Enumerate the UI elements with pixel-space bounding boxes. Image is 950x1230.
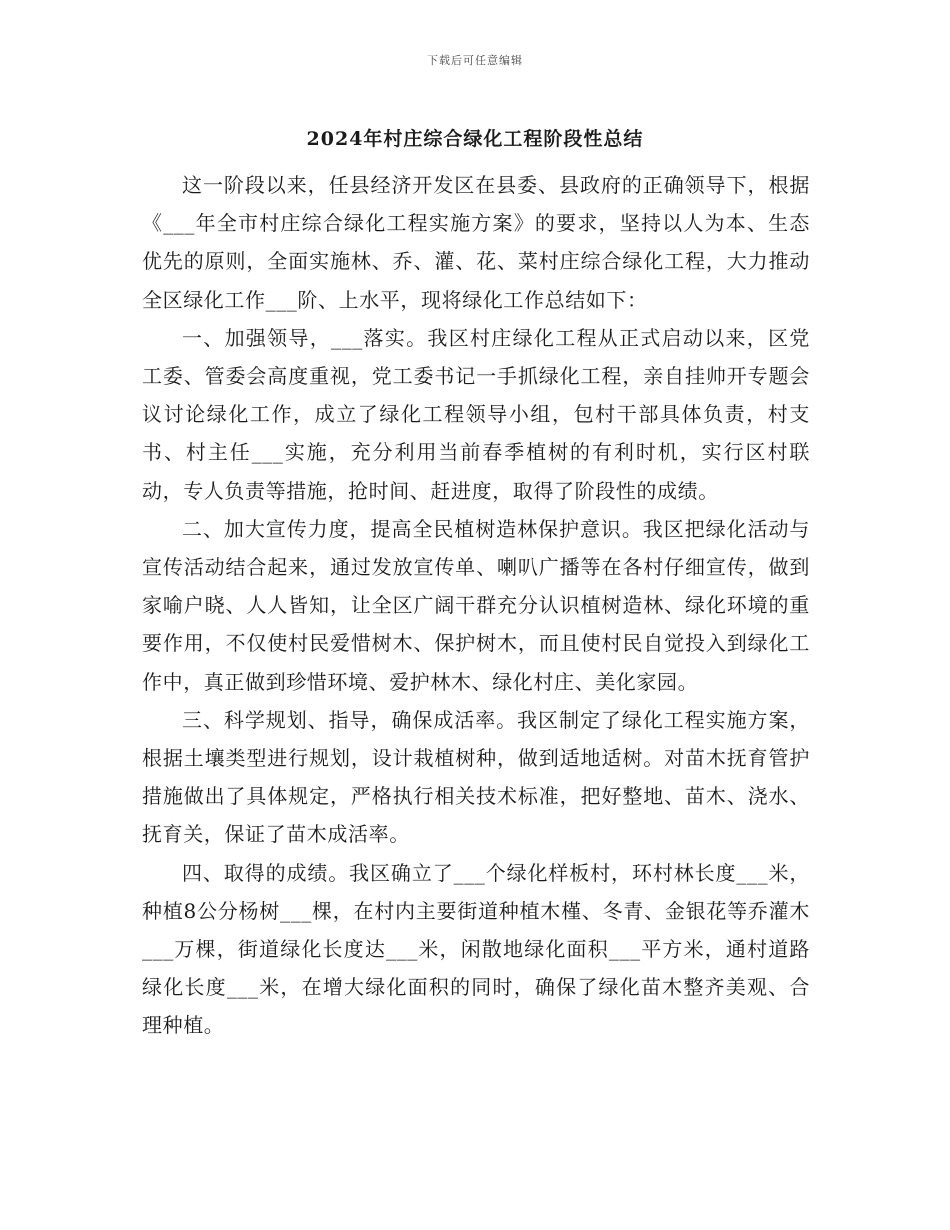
paragraph-intro: 这一阶段以来，任县经济开发区在县委、县政府的正确领导下，根据《___年全市村庄综合绿化工程实施方案》的要求，坚持以人为本、生态优先的原则，全面实施林、乔、灌、花、菜村庄综合绿化工程，大力推动全区绿化工作___阶、上水平，现将绿化工作总结如下：: [142, 173, 810, 312]
document-title: 2024年村庄综合绿化工程阶段性总结: [306, 128, 644, 150]
paragraph-achievements: 四、取得的成绩。我区确立了___个绿化样板村，环村林长度___米，种植8公分杨树___棵，在村内主要街道种植木槿、冬青、金银花等乔灌木___万棵，街道绿化长度达___米，闲散地绿化面积___平方米，通村道路绿化长度___米，在增大绿化面积的同时，确保了绿化苗木整齐美观、合理种植。: [142, 860, 810, 1038]
page-header-note: 下载后可任意编辑: [427, 54, 523, 67]
paragraph-publicity: 二、加大宣传力度，提高全民植树造林保护意识。我区把绿化活动与宣传活动结合起来，通过发放宣传单、喇叭广播等在各村仔细宣传，做到家喻户晓、人人皆知，让全区广阔干群充分认识植树造林、绿化环境的重要作用，不仅使村民爱惜树木、保护树木，而且使村民自觉投入到绿化工作中，真正做到珍惜环境、爱护林木、绿化村庄、美化家园。: [142, 516, 810, 694]
paragraph-planning: 三、科学规划、指导，确保成活率。我区制定了绿化工程实施方案，根据土壤类型进行规划，设计栽植树种，做到适地适树。对苗木抚育管护措施做出了具体规定，严格执行相关技术标准，把好整地、苗木、浇水、抚育关，保证了苗木成活率。: [142, 707, 810, 847]
document-body: [142, 166, 810, 1045]
paragraph-leadership: 一、加强领导，___落实。我区村庄绿化工程从正式启动以来，区党工委、管委会高度重视，党工委书记一手抓绿化工程，亲自挂帅开专题会议讨论绿化工作，成立了绿化工程领导小组，包村干部具体负责，村支书、村主任___实施，充分利用当前春季植树的有利时机，实行区村联动，专人负责等措施，抢时间、赶进度，取得了阶段性的成绩。: [142, 325, 810, 503]
